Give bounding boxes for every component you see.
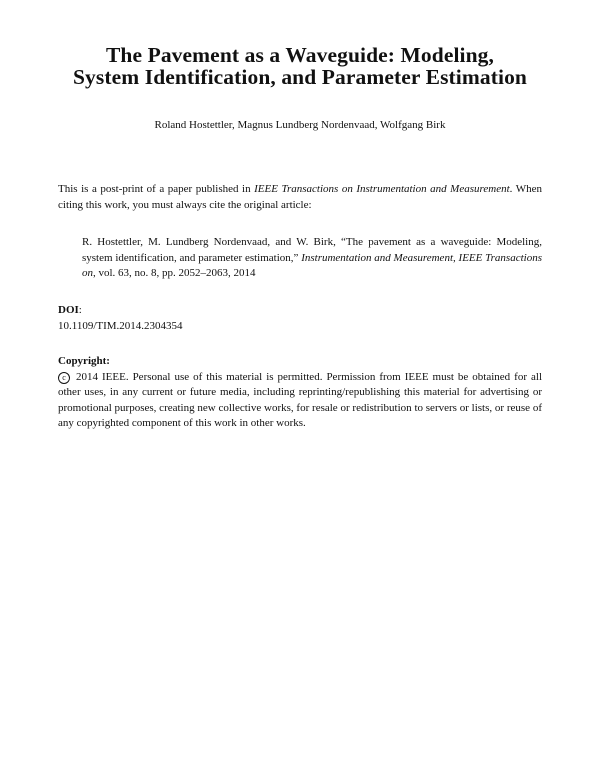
citation-text: R. Hostettler, M. Lundberg Nordenvaad, and W. Birk, “The pavement as a waveguide: Modeling, system identification, and parameter estimation,” [82,236,542,264]
notice-journal: IEEE Transactions on Instrumentation and Measurement [254,183,510,195]
title-line-1: The Pavement as a Waveguide: Modeling, [105,43,494,67]
paper-authors: Roland Hostettler, Magnus Lundberg Nordenvaad, Wolfgang Birk [154,119,446,131]
citation-details: , vol. 63, no. 8, pp. 2052–2063, 2014 [93,267,256,279]
title-line-2: System Identification, and Parameter Estimation [73,65,527,89]
doi-label: DOI [58,304,79,316]
copyright-text: 2014 IEEE. Personal use of this material is permitted. Permission from IEEE must be obtained for all other uses, in any current or future media, including reprinting/republishing this material for advertising or promotional purposes, creating new collective works, for resale or redistribution to servers or lists, or reuse of any copyrighted component of this work in other works. [58,370,543,429]
doi-colon: : [78,304,82,316]
paper-title [20,44,580,88]
doi-section [58,303,542,334]
copyright-label: Copyright: [58,355,110,367]
notice-suffix: . When citing this work, you must always cite the original article: [58,183,542,211]
citation-journal: Instrumentation and Measurement, IEEE Transactions on [82,251,542,279]
notice-prefix: This is a post-print of a paper published in [58,183,255,195]
copyright-body [58,370,542,432]
doi-value: 10.1109/TIM.2014.2304354 [58,319,183,332]
citation-reference [82,235,542,282]
copyright-section [58,354,542,432]
copyright-icon: c [58,372,70,384]
post-print-notice [58,182,542,213]
